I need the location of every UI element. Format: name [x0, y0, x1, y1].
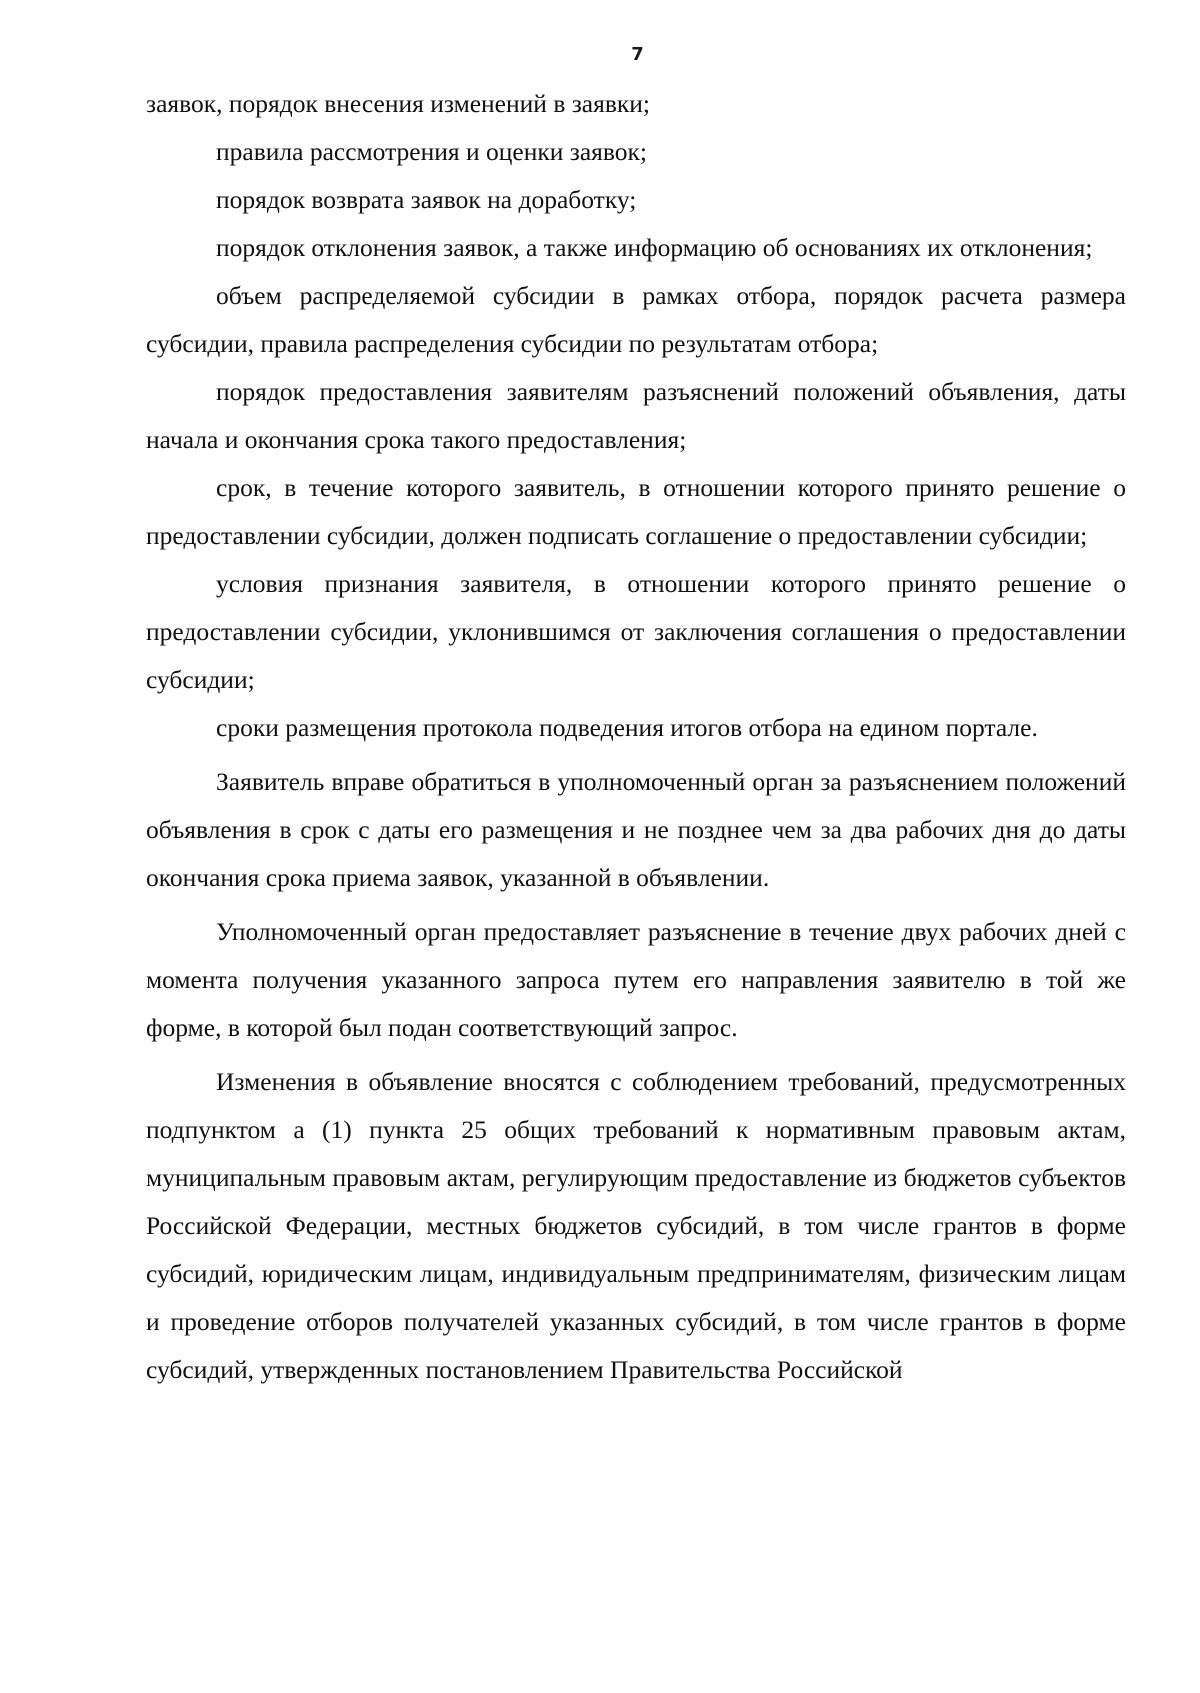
paragraph-review-rules: правила рассмотрения и оценки заявок; — [216, 137, 647, 166]
paragraph-subsidy-volume: объем распределяемой субсидии в рамках отбора, порядок расчета размера субсидии, правила распределения субсидии по результатам отбора; — [146, 281, 1126, 358]
paragraph-clarification-procedure: порядок предоставления заявителям разъяснений положений объявления, даты начала и окончания срока такого предоставления; — [146, 377, 1126, 454]
paragraph-authority-clarification: Уполномоченный орган предоставляет разъяснение в течение двух рабочих дней с момента получения указанного запроса путем его направления заявителю в той же форме, в которой был подан соответствующий запрос. — [146, 917, 1126, 1042]
paragraph-evasion-conditions: условия признания заявителя, в отношении которого принято решение о предоставлении субсидии, уклонившимся от заключения соглашения о предоставлении субсидии; — [146, 569, 1126, 694]
paragraph-signing-deadline: срок, в течение которого заявитель, в отношении которого принято решение о предоставлении субсидии, должен подписать соглашение о предоставлении субсидии; — [146, 473, 1126, 550]
paragraph-rejection-procedure: порядок отклонения заявок, а также информацию об основаниях их отклонения; — [216, 233, 1093, 262]
paragraph-protocol-deadline: сроки размещения протокола подведения итогов отбора на едином портале. — [216, 713, 1038, 742]
paragraph-applicant-right: Заявитель вправе обратиться в уполномоченный орган за разъяснением положений объявления в срок с даты его размещения и не позднее чем за два рабочих дня до даты окончания срока приема заявок, указанной в объявлении. — [146, 767, 1126, 892]
page-number: 7 — [631, 44, 644, 65]
paragraph-amendments: Изменения в объявление вносятся с соблюдением требований, предусмотренных подпунктом а (1) пункта 25 общих требований к нормативным правовым актам, муниципальным правовым актам, регулирующим предоставление из бюджетов субъектов Российской Федерации, местных бюджетов субсидий, в том числе грантов в форме субсидий, юридическим лицам, индивидуальным предпринимателям, физическим лицам и проведение отборов получателей указанных субсидий, в том числе грантов в форме субсидий, утвержденных постановлением Правительства Российской — [146, 1067, 1126, 1384]
paragraph-continuation: заявок, порядок внесения изменений в заявки; — [146, 89, 651, 118]
paragraph-return-procedure: порядок возврата заявок на доработку; — [216, 185, 637, 214]
document-body — [146, 80, 1126, 1394]
